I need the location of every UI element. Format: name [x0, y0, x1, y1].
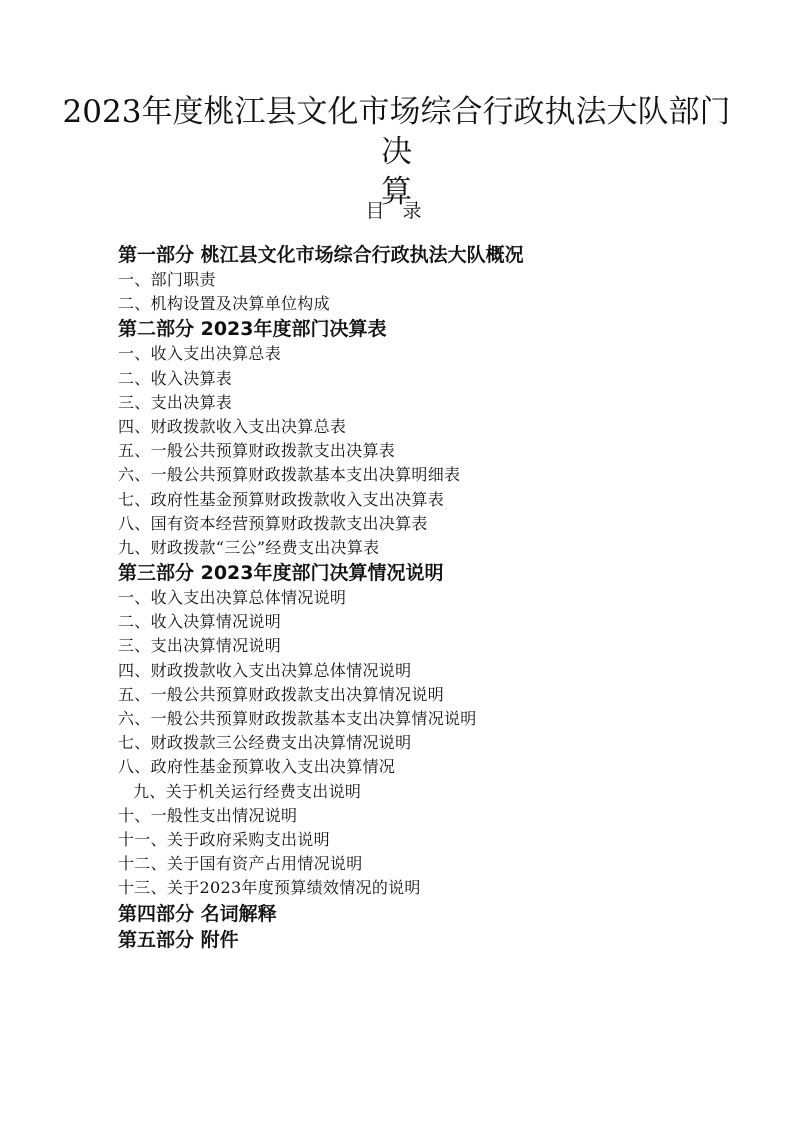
- toc-item: 八、国有资本经营预算财政拨款支出决算表: [118, 513, 428, 533]
- toc-item: 六、一般公共预算财政拨款基本支出决算情况说明: [118, 709, 477, 728]
- toc-item: 一、收入支出决算总体情况说明: [118, 588, 347, 608]
- toc-item: 二、收入决算情况说明: [118, 612, 282, 632]
- table-of-contents: [118, 242, 718, 953]
- toc-part-heading: 第四部分 名词解释: [118, 902, 277, 925]
- toc-heading: 目 录: [365, 200, 428, 222]
- toc-item: 四、财政拨款收入支出决算总体情况说明: [118, 660, 412, 680]
- toc-item: 十、一般性支出情况说明: [118, 805, 298, 825]
- toc-item: 十二、关于国有资产占用情况说明: [118, 854, 363, 874]
- toc-item: 九、关于机关运行经费支出说明: [133, 781, 362, 801]
- toc-item: 二、收入决算表: [118, 368, 233, 388]
- toc-item: 八、政府性基金预算收入支出决算情况: [118, 757, 396, 777]
- toc-part-heading: 第二部分 2023年度部门决算表: [118, 318, 387, 341]
- toc-item: 五、一般公共预算财政拨款支出决算情况说明: [118, 684, 445, 704]
- toc-part-heading: 第五部分 附件: [118, 928, 239, 951]
- toc-item: 九、财政拨款“三公”经费支出决算表: [118, 537, 380, 557]
- toc-item: 十一、关于政府采购支出说明: [118, 829, 330, 849]
- toc-item: 十三、关于2023年度预算绩效情况的说明: [118, 878, 421, 898]
- toc-item: 三、支出决算情况说明: [118, 636, 282, 656]
- document-title-line-1: 2023年度桃江县文化市场综合行政执法大队部门决: [62, 94, 731, 170]
- document-title: [60, 92, 733, 212]
- toc-item: 七、财政拨款三公经费支出决算情况说明: [118, 733, 412, 753]
- toc-item: 一、收入支出决算总表: [118, 344, 282, 364]
- toc-item: 五、一般公共预算财政拨款支出决算表: [118, 441, 396, 461]
- document-title-line-2: 算: [381, 174, 412, 210]
- toc-item: 四、财政拨款收入支出决算总表: [118, 416, 347, 436]
- toc-item: 六、一般公共预算财政拨款基本支出决算明细表: [118, 465, 461, 485]
- toc-item: 一、部门职责: [118, 270, 216, 289]
- toc-item: 二、机构设置及决算单位构成: [118, 294, 330, 314]
- toc-item: 七、政府性基金预算财政拨款收入支出决算表: [118, 489, 445, 509]
- toc-item: 三、支出决算表: [118, 392, 233, 412]
- toc-part-heading: 第一部分 桃江县文化市场综合行政执法大队概况: [118, 244, 524, 266]
- toc-part-heading: 第三部分 2023年度部门决算情况说明: [118, 562, 444, 585]
